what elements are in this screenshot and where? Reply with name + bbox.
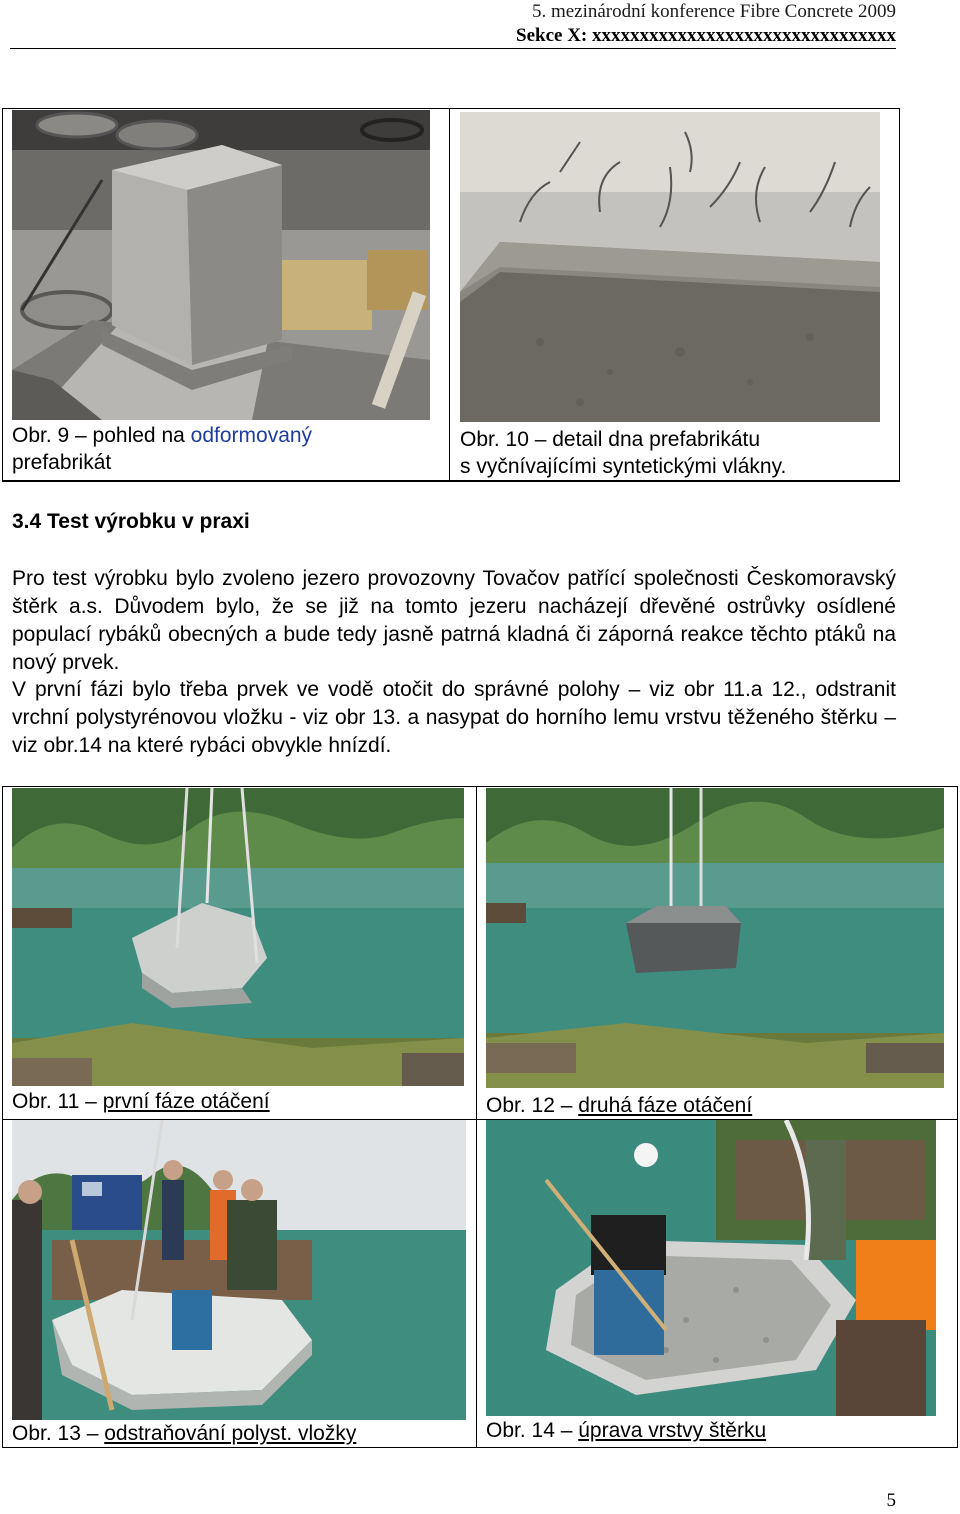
- body-paragraph-1: Pro test výrobku bylo zvoleno jezero provozovny Tovačov patřící společnosti Českomoravský štěrk a.s. Důvodem bylo, že se již na tomto jezeru nacházejí dřevěné ostrůvky osídlené populací rybáků obecných a bude tedy jasně patrná kladná či záporná reakce těchto ptáků na nový prvek.: [12, 567, 896, 674]
- conference-title: 5. mezinárodní konference Fibre Concrete 2009: [531, 1, 896, 22]
- page-number: 5: [886, 1490, 896, 1511]
- fig14-caption: [486, 1417, 766, 1444]
- fig11-photo: [12, 788, 464, 1086]
- fig11-caption-desc: první fáze otáčení: [102, 1090, 270, 1113]
- fig9-caption: [12, 422, 438, 476]
- fig9-photo: [12, 110, 430, 420]
- fig13-photo: [12, 1120, 466, 1420]
- fig11-caption: [12, 1088, 270, 1115]
- fig11-caption-number: Obr. 11 –: [12, 1090, 97, 1113]
- fig10-caption: [460, 426, 888, 480]
- fig14-photo: [486, 1120, 936, 1416]
- fig9-caption-highlight: odformovaný: [190, 424, 313, 447]
- fig13-caption: [12, 1420, 356, 1447]
- fig10-caption-line1: Obr. 10 – detail dna prefabrikátu: [460, 428, 761, 451]
- fig9-caption-number: Obr. 9 – pohled na: [12, 424, 185, 447]
- section-heading: 3.4 Test výrobku v praxi: [12, 510, 250, 533]
- fig10-caption-line2: s vyčnívajícími syntetickými vlákny.: [460, 455, 787, 478]
- fig9-caption-rest: prefabrikát: [12, 451, 112, 474]
- fig12-photo: [486, 788, 944, 1088]
- fig10-photo: [460, 112, 880, 422]
- running-header: [516, 0, 896, 48]
- fig12-caption: [486, 1092, 752, 1119]
- fig14-caption-number: Obr. 14 –: [486, 1419, 573, 1442]
- fig12-caption-desc: druhá fáze otáčení: [578, 1094, 753, 1117]
- section-label: Sekce X: xxxxxxxxxxxxxxxxxxxxxxxxxxxxxxxx: [516, 25, 896, 46]
- fig13-caption-number: Obr. 13 –: [12, 1422, 99, 1445]
- fig14-caption-desc: úprava vrstvy štěrku: [578, 1419, 767, 1442]
- body-paragraph-2: V první fázi bylo třeba prvek ve vodě otočit do správné polohy – viz obr 11.a 12., odstranit vrchní polystyrénovou vložku - viz obr 13. a nasypat do horního lemu vrstvu těženého štěrku – viz obr.14 na které rybáci obvykle hnízdí.: [12, 678, 896, 757]
- fig12-caption-number: Obr. 12 –: [486, 1094, 573, 1117]
- header-rule: [10, 48, 896, 49]
- fig13-caption-desc: odstraňování polyst. vložky: [104, 1422, 357, 1445]
